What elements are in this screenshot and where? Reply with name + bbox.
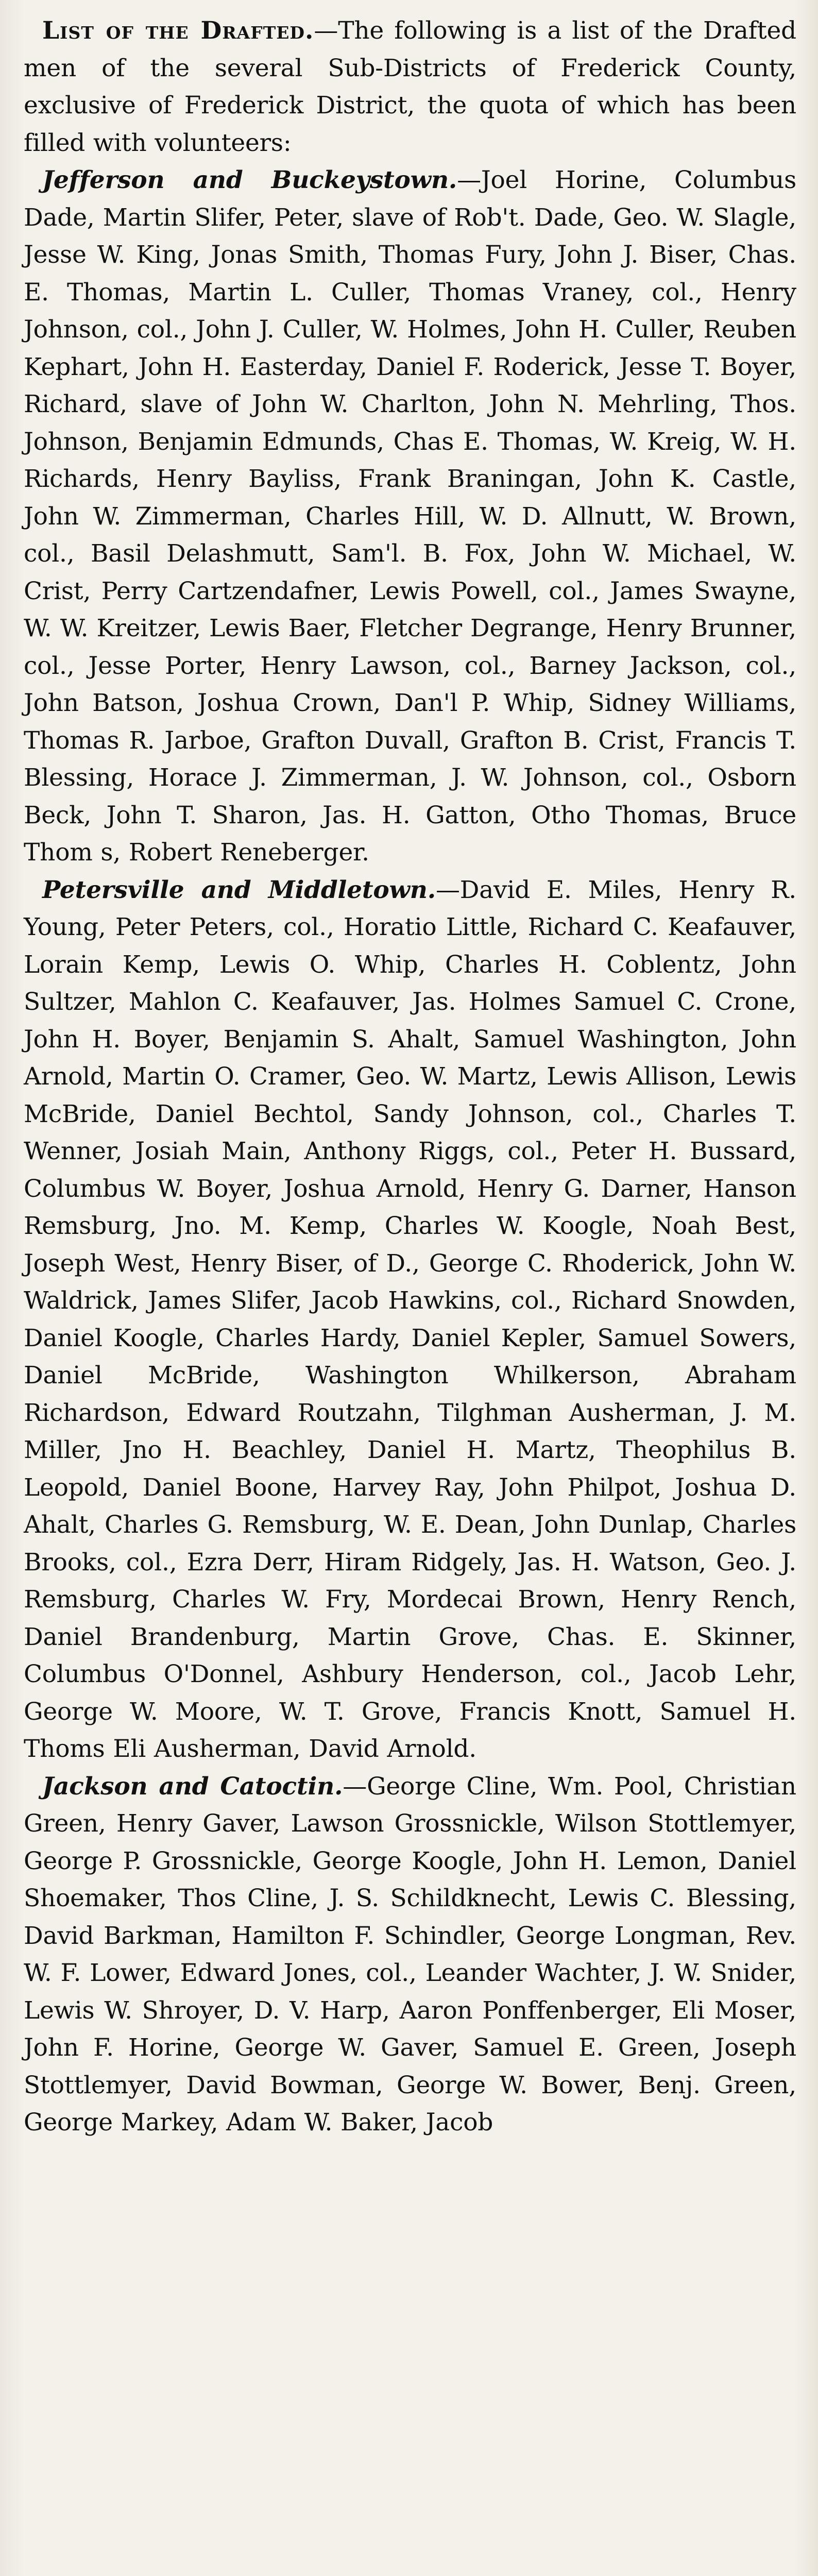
district-name: Petersville and Middletown.	[42, 875, 436, 904]
article-column	[24, 12, 796, 2142]
section-jefferson-buckeystown	[24, 162, 796, 872]
section-petersville-middletown	[24, 872, 796, 1768]
article-intro-paragraph	[24, 12, 796, 162]
district-name: Jefferson and Buckeystown.	[42, 166, 457, 194]
drafted-names: —David E. Miles, Henry R. Young, Peter Peters, col., Horatio Little, Richard C. Keafauver, Lorain Kemp, Lewis O. Whip, Charles H. Coblentz, John Sultzer, Mahlon C. Keafauver, Jas. Holmes Samuel C. Crone, John H. Boyer, Benjamin S. Ahalt, Samuel Washington, John Arnold, Martin O. Cramer, Geo. W. Martz, Lewis Allison, Lewis McBride, Daniel Bechtol, Sandy Johnson, col., Charles T. Wenner, Josiah Main, Anthony Riggs, col., Peter H. Bussard, Columbus W. Boyer, Joshua Arnold, Henry G. Darner, Hanson Remsburg, Jno. M. Kemp, Charles W. Koogle, Noah Best, Joseph West, Henry Biser, of D., George C. Rhoderick, John W. Waldrick, James Slifer, Jacob Hawkins, col., Richard Snowden, Daniel Koogle, Charles Hardy, Daniel Kepler, Samuel Sowers, Daniel McBride, Washington Whilkerson, Abraham Richardson, Edward Routzahn, Tilghman Ausherman, J. M. Miller, Jno H. Beachley, Daniel H. Martz, Theophilus B. Leopold, Daniel Boone, Harvey Ray, John Philpot, Joshua D. Ahalt, Charles G. Remsburg, W. E. Dean, John Dunlap, Charles Brooks, col., Ezra Derr, Hiram Ridgely, Jas. H. Watson, Geo. J. Remsburg, Charles W. Fry, Mordecai Brown, Henry Rench, Daniel Brandenburg, Martin Grove, Chas. E. Skinner, Columbus O'Donnel, Ashbury Henderson, col., Jacob Lehr, George W. Moore, W. T. Grove, Francis Knott, Samuel H. Thoms Eli Ausherman, David Arnold.	[24, 875, 796, 1763]
section-jackson-catoctin	[24, 1768, 796, 2142]
drafted-names: —George Cline, Wm. Pool, Christian Green, Henry Gaver, Lawson Grossnickle, Wilson Stottlemyer, George P. Grossnickle, George Koogle, John H. Lemon, Daniel Shoemaker, Thos Cline, J. S. Schildknecht, Lewis C. Blessing, David Barkman, Hamilton F. Schindler, George Longman, Rev. W. F. Lower, Edward Jones, col., Leander Wachter, J. W. Snider, Lewis W. Shroyer, D. V. Harp, Aaron Ponffenberger, Eli Moser, John F. Horine, George W. Gaver, Samuel E. Green, Joseph Stottlemyer, David Bowman, George W. Bower, Benj. Green, George Markey, Adam W. Baker, Jacob	[24, 1772, 796, 2137]
article-intro: —The following is a list of the Drafted men of the several Sub-Districts of Frederick County, exclusive of Frederick District, the quota of which has been filled with volunteers:	[24, 16, 796, 157]
article-heading: List of the Drafted.	[42, 16, 314, 45]
drafted-names: —Joel Horine, Columbus Dade, Martin Slifer, Peter, slave of Rob't. Dade, Geo. W. Slagle, Jesse W. King, Jonas Smith, Thomas Fury, John J. Biser, Chas. E. Thomas, Martin L. Culler, Thomas Vraney, col., Henry Johnson, col., John J. Culler, W. Holmes, John H. Culler, Reuben Kephart, John H. Easterday, Daniel F. Roderick, Jesse T. Boyer, Richard, slave of John W. Charlton, John N. Mehrling, Thos. Johnson, Benjamin Edmunds, Chas E. Thomas, W. Kreig, W. H. Richards, Henry Bayliss, Frank Braningan, John K. Castle, John W. Zimmerman, Charles Hill, W. D. Allnutt, W. Brown, col., Basil Delashmutt, Sam'l. B. Fox, John W. Michael, W. Crist, Perry Cartzendafner, Lewis Powell, col., James Swayne, W. W. Kreitzer, Lewis Baer, Fletcher Degrange, Henry Brunner, col., Jesse Porter, Henry Lawson, col., Barney Jackson, col., John Batson, Joshua Crown, Dan'l P. Whip, Sidney Williams, Thomas R. Jarboe, Grafton Duvall, Grafton B. Crist, Francis T. Blessing, Horace J. Zimmerman, J. W. Johnson, col., Osborn Beck, John T. Sharon, Jas. H. Gatton, Otho Thomas, Bruce Thom s, Robert Reneberger.	[24, 166, 797, 867]
district-name: Jackson and Catoctin.	[42, 1772, 343, 1801]
